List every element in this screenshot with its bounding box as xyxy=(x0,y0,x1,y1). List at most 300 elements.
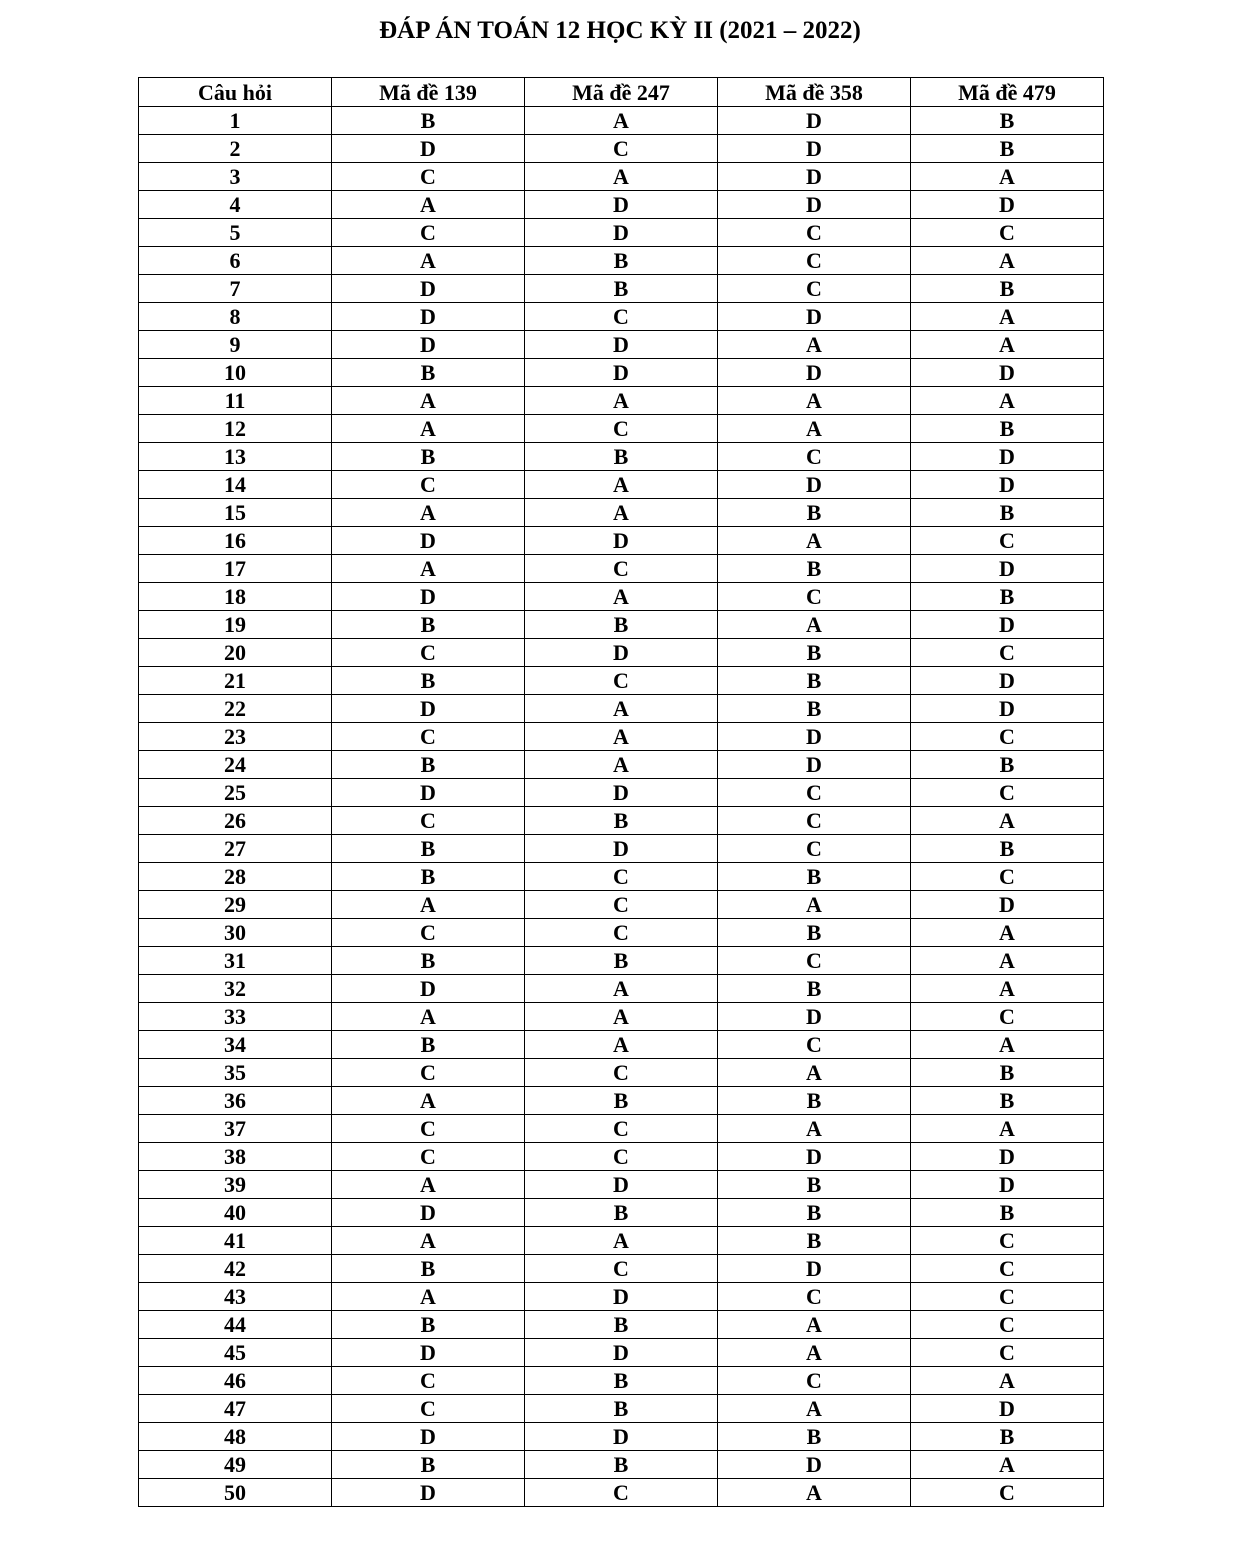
question-number: 40 xyxy=(139,1199,332,1227)
question-number: 5 xyxy=(139,219,332,247)
answer-247: D xyxy=(525,1423,718,1451)
answer-479: A xyxy=(911,247,1104,275)
answer-247: A xyxy=(525,1227,718,1255)
answer-139: B xyxy=(332,1031,525,1059)
table-row xyxy=(139,919,1104,947)
answer-247: B xyxy=(525,247,718,275)
answer-479: B xyxy=(911,1199,1104,1227)
answer-358: A xyxy=(718,1059,911,1087)
table-row xyxy=(139,779,1104,807)
question-number: 14 xyxy=(139,471,332,499)
answer-358: D xyxy=(718,191,911,219)
answer-247: A xyxy=(525,387,718,415)
answer-139: D xyxy=(332,135,525,163)
answer-139: C xyxy=(332,163,525,191)
answer-247: C xyxy=(525,1255,718,1283)
answer-139: B xyxy=(332,863,525,891)
answer-139: A xyxy=(332,387,525,415)
answer-247: A xyxy=(525,107,718,135)
answer-247: D xyxy=(525,1283,718,1311)
table-row xyxy=(139,359,1104,387)
answer-139: C xyxy=(332,1395,525,1423)
answer-247: C xyxy=(525,1479,718,1507)
question-number: 1 xyxy=(139,107,332,135)
answer-479: B xyxy=(911,107,1104,135)
question-number: 46 xyxy=(139,1367,332,1395)
answer-139: B xyxy=(332,443,525,471)
answer-358: B xyxy=(718,1227,911,1255)
table-row xyxy=(139,639,1104,667)
question-number: 37 xyxy=(139,1115,332,1143)
table-row xyxy=(139,219,1104,247)
answer-247: B xyxy=(525,807,718,835)
answer-358: C xyxy=(718,779,911,807)
table-row xyxy=(139,863,1104,891)
answer-rows xyxy=(139,107,1104,1507)
question-number: 10 xyxy=(139,359,332,387)
question-number: 31 xyxy=(139,947,332,975)
answer-358: D xyxy=(718,1451,911,1479)
answer-247: D xyxy=(525,779,718,807)
answer-358: B xyxy=(718,555,911,583)
answer-358: D xyxy=(718,303,911,331)
answer-247: A xyxy=(525,695,718,723)
question-number: 15 xyxy=(139,499,332,527)
table-row xyxy=(139,135,1104,163)
answer-247: C xyxy=(525,303,718,331)
table-row xyxy=(139,499,1104,527)
answer-247: B xyxy=(525,1199,718,1227)
question-number: 7 xyxy=(139,275,332,303)
answer-358: A xyxy=(718,1395,911,1423)
answer-358: B xyxy=(718,1199,911,1227)
answer-139: A xyxy=(332,1227,525,1255)
answer-358: A xyxy=(718,891,911,919)
answer-247: C xyxy=(525,667,718,695)
answer-139: C xyxy=(332,471,525,499)
question-number: 36 xyxy=(139,1087,332,1115)
answer-479: A xyxy=(911,1031,1104,1059)
answer-139: A xyxy=(332,555,525,583)
question-number: 11 xyxy=(139,387,332,415)
answer-139: D xyxy=(332,583,525,611)
question-number: 9 xyxy=(139,331,332,359)
answer-247: B xyxy=(525,947,718,975)
answer-479: A xyxy=(911,331,1104,359)
answer-479: B xyxy=(911,415,1104,443)
answer-358: A xyxy=(718,1479,911,1507)
answer-139: C xyxy=(332,219,525,247)
question-number: 24 xyxy=(139,751,332,779)
answer-139: B xyxy=(332,1311,525,1339)
table-row xyxy=(139,1339,1104,1367)
table-row xyxy=(139,1171,1104,1199)
answer-479: A xyxy=(911,163,1104,191)
table-row xyxy=(139,1395,1104,1423)
answer-247: A xyxy=(525,1003,718,1031)
answer-139: C xyxy=(332,1143,525,1171)
question-number: 19 xyxy=(139,611,332,639)
answer-479: A xyxy=(911,807,1104,835)
question-number: 12 xyxy=(139,415,332,443)
answer-139: D xyxy=(332,695,525,723)
answer-139: A xyxy=(332,1003,525,1031)
table-row xyxy=(139,1255,1104,1283)
answer-247: C xyxy=(525,135,718,163)
answer-358: A xyxy=(718,387,911,415)
answer-358: C xyxy=(718,835,911,863)
answer-247: B xyxy=(525,1087,718,1115)
answer-139: B xyxy=(332,359,525,387)
answer-139: B xyxy=(332,611,525,639)
answer-139: B xyxy=(332,667,525,695)
answer-358: B xyxy=(718,695,911,723)
answer-479: C xyxy=(911,1479,1104,1507)
answer-479: C xyxy=(911,1255,1104,1283)
question-number: 42 xyxy=(139,1255,332,1283)
answer-139: A xyxy=(332,415,525,443)
answer-247: D xyxy=(525,219,718,247)
answer-139: A xyxy=(332,1087,525,1115)
question-number: 32 xyxy=(139,975,332,1003)
answer-479: A xyxy=(911,1451,1104,1479)
answer-247: A xyxy=(525,583,718,611)
question-number: 4 xyxy=(139,191,332,219)
answer-key-table xyxy=(138,77,1104,1507)
answer-358: D xyxy=(718,359,911,387)
answer-479: B xyxy=(911,835,1104,863)
answer-479: D xyxy=(911,443,1104,471)
answer-479: C xyxy=(911,1339,1104,1367)
answer-139: B xyxy=(332,1451,525,1479)
answer-247: B xyxy=(525,443,718,471)
answer-358: C xyxy=(718,807,911,835)
question-number: 17 xyxy=(139,555,332,583)
answer-358: A xyxy=(718,527,911,555)
question-number: 38 xyxy=(139,1143,332,1171)
table-row xyxy=(139,835,1104,863)
table-row xyxy=(139,107,1104,135)
table-row xyxy=(139,667,1104,695)
answer-479: D xyxy=(911,1143,1104,1171)
answer-479: B xyxy=(911,583,1104,611)
answer-139: C xyxy=(332,1367,525,1395)
answer-358: B xyxy=(718,639,911,667)
table-row xyxy=(139,247,1104,275)
answer-358: C xyxy=(718,275,911,303)
answer-479: D xyxy=(911,191,1104,219)
answer-139: A xyxy=(332,891,525,919)
answer-358: C xyxy=(718,1031,911,1059)
table-row xyxy=(139,1087,1104,1115)
answer-479: B xyxy=(911,275,1104,303)
question-number: 41 xyxy=(139,1227,332,1255)
answer-139: D xyxy=(332,331,525,359)
answer-247: C xyxy=(525,1059,718,1087)
table-row xyxy=(139,527,1104,555)
answer-479: D xyxy=(911,1395,1104,1423)
answer-358: D xyxy=(718,1255,911,1283)
question-number: 18 xyxy=(139,583,332,611)
answer-247: C xyxy=(525,1115,718,1143)
question-number: 6 xyxy=(139,247,332,275)
table-row xyxy=(139,191,1104,219)
answer-358: D xyxy=(718,107,911,135)
answer-479: C xyxy=(911,863,1104,891)
answer-247: A xyxy=(525,975,718,1003)
answer-358: B xyxy=(718,919,911,947)
answer-358: D xyxy=(718,751,911,779)
table-row xyxy=(139,751,1104,779)
answer-479: A xyxy=(911,303,1104,331)
answer-139: B xyxy=(332,947,525,975)
question-number: 39 xyxy=(139,1171,332,1199)
table-row xyxy=(139,611,1104,639)
answer-358: C xyxy=(718,1367,911,1395)
answer-479: A xyxy=(911,1115,1104,1143)
answer-139: A xyxy=(332,191,525,219)
answer-479: C xyxy=(911,1227,1104,1255)
question-number: 13 xyxy=(139,443,332,471)
answer-479: D xyxy=(911,1171,1104,1199)
answer-139: A xyxy=(332,1283,525,1311)
answer-479: A xyxy=(911,947,1104,975)
question-number: 23 xyxy=(139,723,332,751)
table-row xyxy=(139,807,1104,835)
answer-247: D xyxy=(525,527,718,555)
answer-139: C xyxy=(332,807,525,835)
answer-479: B xyxy=(911,499,1104,527)
answer-479: B xyxy=(911,135,1104,163)
answer-139: C xyxy=(332,1115,525,1143)
answer-479: C xyxy=(911,1283,1104,1311)
question-number: 30 xyxy=(139,919,332,947)
table-row xyxy=(139,1059,1104,1087)
answer-247: A xyxy=(525,1031,718,1059)
answer-139: A xyxy=(332,499,525,527)
answer-247: C xyxy=(525,415,718,443)
table-row xyxy=(139,163,1104,191)
question-number: 20 xyxy=(139,639,332,667)
answer-479: B xyxy=(911,1087,1104,1115)
answer-358: B xyxy=(718,863,911,891)
answer-358: A xyxy=(718,331,911,359)
answer-247: C xyxy=(525,555,718,583)
answer-479: C xyxy=(911,639,1104,667)
table-row xyxy=(139,1311,1104,1339)
answer-479: C xyxy=(911,219,1104,247)
table-row xyxy=(139,443,1104,471)
answer-479: C xyxy=(911,1311,1104,1339)
question-number: 33 xyxy=(139,1003,332,1031)
header-row xyxy=(139,78,1104,107)
answer-247: B xyxy=(525,275,718,303)
answer-479: C xyxy=(911,527,1104,555)
answer-139: D xyxy=(332,1339,525,1367)
answer-358: C xyxy=(718,219,911,247)
answer-139: C xyxy=(332,723,525,751)
answer-358: B xyxy=(718,1423,911,1451)
table-row xyxy=(139,1199,1104,1227)
answer-247: C xyxy=(525,891,718,919)
answer-358: C xyxy=(718,583,911,611)
question-number: 35 xyxy=(139,1059,332,1087)
answer-358: C xyxy=(718,1283,911,1311)
answer-358: D xyxy=(718,1143,911,1171)
answer-479: D xyxy=(911,695,1104,723)
answer-247: A xyxy=(525,751,718,779)
answer-358: D xyxy=(718,471,911,499)
answer-358: B xyxy=(718,1087,911,1115)
answer-479: D xyxy=(911,359,1104,387)
question-number: 25 xyxy=(139,779,332,807)
answer-479: B xyxy=(911,751,1104,779)
answer-358: C xyxy=(718,247,911,275)
question-number: 16 xyxy=(139,527,332,555)
table-row xyxy=(139,415,1104,443)
answer-358: B xyxy=(718,1171,911,1199)
answer-139: D xyxy=(332,1423,525,1451)
table-row xyxy=(139,723,1104,751)
question-number: 34 xyxy=(139,1031,332,1059)
answer-479: B xyxy=(911,1423,1104,1451)
table-row xyxy=(139,891,1104,919)
answer-139: D xyxy=(332,303,525,331)
answer-139: D xyxy=(332,527,525,555)
question-number: 45 xyxy=(139,1339,332,1367)
answer-139: B xyxy=(332,1255,525,1283)
answer-479: B xyxy=(911,1059,1104,1087)
answer-247: C xyxy=(525,1143,718,1171)
question-number: 22 xyxy=(139,695,332,723)
answer-479: C xyxy=(911,779,1104,807)
table-row xyxy=(139,1479,1104,1507)
answer-139: D xyxy=(332,275,525,303)
answer-479: D xyxy=(911,891,1104,919)
answer-139: D xyxy=(332,779,525,807)
answer-247: D xyxy=(525,191,718,219)
table-row xyxy=(139,1003,1104,1031)
table-row xyxy=(139,1451,1104,1479)
question-number: 26 xyxy=(139,807,332,835)
question-number: 28 xyxy=(139,863,332,891)
answer-358: D xyxy=(718,135,911,163)
header-code-358: Mã đề 358 xyxy=(718,78,911,107)
table-row xyxy=(139,303,1104,331)
header-code-139: Mã đề 139 xyxy=(332,78,525,107)
header-code-479: Mã đề 479 xyxy=(911,78,1104,107)
question-number: 44 xyxy=(139,1311,332,1339)
answer-358: D xyxy=(718,163,911,191)
question-number: 27 xyxy=(139,835,332,863)
answer-247: C xyxy=(525,919,718,947)
answer-358: D xyxy=(718,1003,911,1031)
answer-479: D xyxy=(911,611,1104,639)
question-number: 21 xyxy=(139,667,332,695)
question-number: 50 xyxy=(139,1479,332,1507)
table-row xyxy=(139,471,1104,499)
table-row xyxy=(139,555,1104,583)
answer-247: B xyxy=(525,1451,718,1479)
answer-247: D xyxy=(525,639,718,667)
question-number: 48 xyxy=(139,1423,332,1451)
table-row xyxy=(139,1423,1104,1451)
answer-358: A xyxy=(718,1115,911,1143)
answer-247: B xyxy=(525,1367,718,1395)
answer-358: C xyxy=(718,443,911,471)
answer-247: A xyxy=(525,499,718,527)
answer-247: A xyxy=(525,723,718,751)
header-question: Câu hỏi xyxy=(139,78,332,107)
table-row xyxy=(139,695,1104,723)
table-row xyxy=(139,387,1104,415)
table-row xyxy=(139,1031,1104,1059)
question-number: 2 xyxy=(139,135,332,163)
answer-139: B xyxy=(332,835,525,863)
answer-247: B xyxy=(525,1311,718,1339)
answer-479: C xyxy=(911,1003,1104,1031)
table-row xyxy=(139,1283,1104,1311)
answer-358: A xyxy=(718,611,911,639)
question-number: 8 xyxy=(139,303,332,331)
answer-247: C xyxy=(525,863,718,891)
answer-139: C xyxy=(332,1059,525,1087)
table-row xyxy=(139,947,1104,975)
answer-247: D xyxy=(525,331,718,359)
question-number: 3 xyxy=(139,163,332,191)
page-title: ĐÁP ÁN TOÁN 12 HỌC KỲ II (2021 – 2022) xyxy=(379,17,861,44)
answer-139: D xyxy=(332,975,525,1003)
answer-139: B xyxy=(332,107,525,135)
table-row xyxy=(139,1367,1104,1395)
answer-479: A xyxy=(911,1367,1104,1395)
answer-358: C xyxy=(718,947,911,975)
answer-479: A xyxy=(911,975,1104,1003)
answer-247: D xyxy=(525,1171,718,1199)
question-number: 49 xyxy=(139,1451,332,1479)
answer-247: A xyxy=(525,471,718,499)
answer-139: C xyxy=(332,919,525,947)
table-row xyxy=(139,583,1104,611)
answer-139: C xyxy=(332,639,525,667)
answer-358: B xyxy=(718,975,911,1003)
table-row xyxy=(139,1115,1104,1143)
header-code-247: Mã đề 247 xyxy=(525,78,718,107)
question-number: 29 xyxy=(139,891,332,919)
answer-139: B xyxy=(332,751,525,779)
answer-479: A xyxy=(911,387,1104,415)
table-row xyxy=(139,1227,1104,1255)
answer-247: B xyxy=(525,1395,718,1423)
answer-247: D xyxy=(525,359,718,387)
table-row xyxy=(139,275,1104,303)
answer-139: A xyxy=(332,1171,525,1199)
answer-247: D xyxy=(525,835,718,863)
answer-358: A xyxy=(718,415,911,443)
answer-358: A xyxy=(718,1339,911,1367)
answer-247: D xyxy=(525,1339,718,1367)
table-row xyxy=(139,975,1104,1003)
answer-479: C xyxy=(911,723,1104,751)
table-row xyxy=(139,331,1104,359)
answer-479: D xyxy=(911,667,1104,695)
answer-358: B xyxy=(718,499,911,527)
question-number: 47 xyxy=(139,1395,332,1423)
answer-139: D xyxy=(332,1199,525,1227)
question-number: 43 xyxy=(139,1283,332,1311)
answer-139: A xyxy=(332,247,525,275)
answer-479: A xyxy=(911,919,1104,947)
